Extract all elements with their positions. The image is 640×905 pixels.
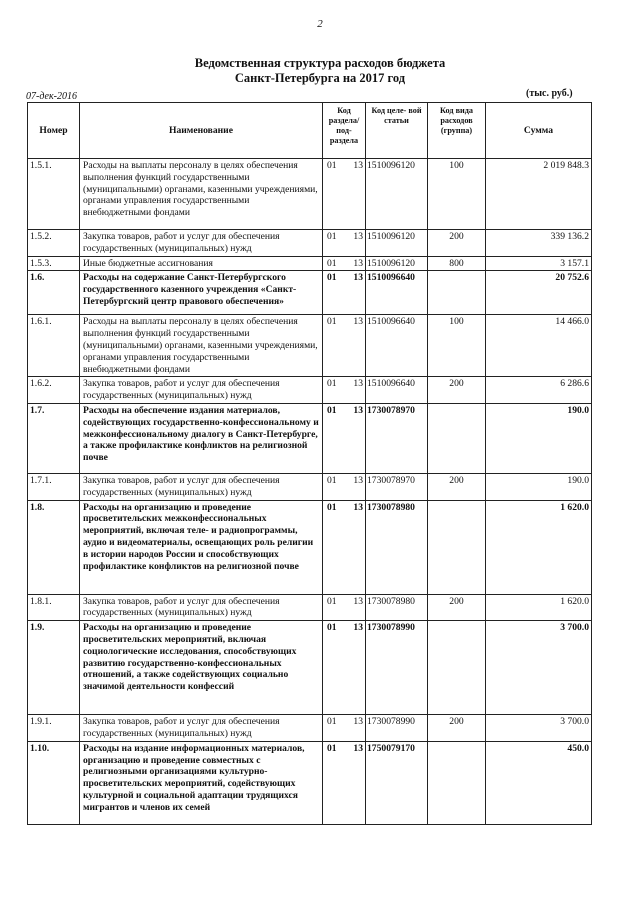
row-kod-celevoy: 1510096120: [366, 256, 428, 271]
title-line-1: Ведомственная структура расходов бюджета: [194, 56, 446, 70]
row-kod-celevoy: 1510096640: [366, 315, 428, 377]
row-podrazdel: 13: [353, 316, 363, 328]
row-name: Закупка товаров, работ и услуг для обеспечения государственных (муниципальных) нужд: [80, 230, 323, 257]
row-number: 1.5.2.: [28, 230, 80, 257]
table-row: [28, 256, 592, 271]
row-name: Расходы на обеспечение издания материалов, содействующих государственно-конфессиональному и межконфессиональному диалогу в Санкт-Петербурге, а также профилактике конфликтов на религиозной почве: [80, 403, 323, 473]
budget-table: [27, 102, 592, 825]
row-podrazdel: 13: [353, 257, 363, 269]
row-razdel: 01: [327, 316, 337, 328]
row-razdel: 01: [327, 595, 337, 607]
row-kod-vida: [428, 621, 486, 715]
row-number: 1.9.1.: [28, 715, 80, 742]
row-kod-vida: 800: [428, 256, 486, 271]
row-podrazdel: 13: [353, 742, 363, 754]
row-kod-razdela: [323, 715, 366, 742]
row-razdel: 01: [327, 501, 337, 513]
row-sum: 450.0: [486, 741, 592, 824]
row-kod-celevoy: 1730078990: [366, 715, 428, 742]
row-number: 1.6.2.: [28, 377, 80, 404]
row-podrazdel: 13: [353, 595, 363, 607]
row-number: 1.7.: [28, 403, 80, 473]
row-kod-vida: 100: [428, 159, 486, 230]
row-podrazdel: 13: [353, 474, 363, 486]
row-razdel: 01: [327, 716, 337, 728]
row-name: Расходы на издание информационных материалов, организацию и проведение совместных с религиозными организациями культурно-просветительских мероприятий, содействующих культурной и социальной адаптации трудящихся мигрантов и членов их семей: [80, 741, 323, 824]
units-label: (тыс. руб.): [526, 88, 573, 99]
row-number: 1.9.: [28, 621, 80, 715]
row-sum: 3 157.1: [486, 256, 592, 271]
row-sum: 6 286.6: [486, 377, 592, 404]
row-kod-razdela: [323, 315, 366, 377]
row-sum: 1 620.0: [486, 594, 592, 621]
header-kod-vida: Код вида расходов (группа): [428, 103, 486, 159]
row-name: Расходы на организацию и проведение просветительских мероприятий, включая социологические исследования, способствующих развитию государственно-конфессиональных отношений, а также содействующих социально значимой деятельности конфессий: [80, 621, 323, 715]
table-row: [28, 315, 592, 377]
row-kod-vida: 200: [428, 715, 486, 742]
row-name: Расходы на содержание Санкт-Петербургского государственного казенного учреждения «Санкт-Петербургский центр правового обеспечения»: [80, 271, 323, 315]
row-number: 1.7.1.: [28, 473, 80, 500]
table-body: [28, 159, 592, 825]
row-sum: 1 620.0: [486, 500, 592, 594]
row-razdel: 01: [327, 272, 337, 284]
table-row: [28, 230, 592, 257]
row-kod-celevoy: 1730078990: [366, 621, 428, 715]
row-number: 1.5.1.: [28, 159, 80, 230]
row-name: Закупка товаров, работ и услуг для обеспечения государственных (муниципальных) нужд: [80, 377, 323, 404]
row-kod-vida: 200: [428, 594, 486, 621]
row-name: Расходы на выплаты персоналу в целях обеспечения выполнения функций государственными (муниципальными) органами, казенными учреждениями, органами управления государственными внебюджетными фондами: [80, 315, 323, 377]
table-row: [28, 473, 592, 500]
row-sum: 339 136.2: [486, 230, 592, 257]
row-kod-razdela: [323, 377, 366, 404]
row-razdel: 01: [327, 257, 337, 269]
row-kod-celevoy: 1730078980: [366, 500, 428, 594]
row-podrazdel: 13: [353, 160, 363, 171]
row-razdel: 01: [327, 231, 337, 242]
row-sum: 20 752.6: [486, 271, 592, 315]
row-razdel: 01: [327, 622, 337, 634]
table-row: [28, 403, 592, 473]
row-podrazdel: 13: [353, 378, 363, 390]
row-podrazdel: 13: [353, 272, 363, 284]
row-sum: 2 019 848.3: [486, 159, 592, 230]
title-line-2: Санкт-Петербурга на 2017 год: [234, 71, 406, 85]
row-number: 1.6.1.: [28, 315, 80, 377]
row-kod-celevoy: 1510096120: [366, 230, 428, 257]
table-row: [28, 271, 592, 315]
row-razdel: 01: [327, 160, 337, 171]
row-razdel: 01: [327, 378, 337, 390]
row-name: Закупка товаров, работ и услуг для обеспечения государственных (муниципальных) нужд: [80, 715, 323, 742]
row-kod-razdela: [323, 594, 366, 621]
row-kod-celevoy: 1510096120: [366, 159, 428, 230]
row-kod-vida: 200: [428, 230, 486, 257]
row-podrazdel: 13: [353, 404, 363, 416]
table-row: [28, 715, 592, 742]
row-kod-razdela: [323, 271, 366, 315]
row-kod-razdela: [323, 473, 366, 500]
table-row: [28, 621, 592, 715]
row-sum: 3 700.0: [486, 621, 592, 715]
row-kod-vida: 200: [428, 377, 486, 404]
row-podrazdel: 13: [353, 716, 363, 728]
row-kod-celevoy: 1510096640: [366, 271, 428, 315]
table-row: [28, 594, 592, 621]
row-kod-razdela: [323, 403, 366, 473]
row-name: Расходы на организацию и проведение просветительских межконфессиональных мероприятий, включая теле- и радиопрограммы, аудио и видеоматериалы, освещающих роль религии в истории народов России и способствующих профилактике конфликтов на религиозной почве: [80, 500, 323, 594]
row-kod-vida: [428, 403, 486, 473]
row-kod-vida: 200: [428, 473, 486, 500]
table-row: [28, 500, 592, 594]
row-name: Расходы на выплаты персоналу в целях обеспечения выполнения функций государственными (муниципальными) органами, казенными учреждениями, органами управления государственными внебюджетными фондами: [80, 159, 323, 230]
row-kod-razdela: [323, 500, 366, 594]
row-number: 1.5.3.: [28, 256, 80, 271]
table-row: [28, 741, 592, 824]
header-sum: Сумма: [486, 103, 592, 159]
row-sum: 14 466.0: [486, 315, 592, 377]
row-kod-razdela: [323, 159, 366, 230]
table-row: [28, 377, 592, 404]
header-kod-razdela: Код раздела/ под- раздела: [323, 103, 366, 159]
row-podrazdel: 13: [353, 622, 363, 634]
row-kod-celevoy: 1730078980: [366, 594, 428, 621]
row-name: Закупка товаров, работ и услуг для обеспечения государственных (муниципальных) нужд: [80, 473, 323, 500]
row-number: 1.10.: [28, 741, 80, 824]
row-name: Иные бюджетные ассигнования: [80, 256, 323, 271]
row-kod-razdela: [323, 741, 366, 824]
row-kod-razdela: [323, 621, 366, 715]
row-kod-vida: [428, 741, 486, 824]
table-row: [28, 159, 592, 230]
header-number: Номер: [28, 103, 80, 159]
row-kod-vida: 100: [428, 315, 486, 377]
row-kod-vida: [428, 500, 486, 594]
row-kod-vida: [428, 271, 486, 315]
row-kod-celevoy: 1730078970: [366, 473, 428, 500]
row-razdel: 01: [327, 474, 337, 486]
row-number: 1.8.1.: [28, 594, 80, 621]
row-podrazdel: 13: [353, 231, 363, 242]
header-kod-celevoy: Код целе- вой статьи: [366, 103, 428, 159]
page-number: 2: [317, 18, 323, 30]
document-date: 07-дек-2016: [26, 91, 77, 102]
row-kod-celevoy: 1750079170: [366, 741, 428, 824]
row-razdel: 01: [327, 404, 337, 416]
row-sum: 3 700.0: [486, 715, 592, 742]
row-name: Закупка товаров, работ и услуг для обеспечения государственных (муниципальных) нужд: [80, 594, 323, 621]
row-sum: 190.0: [486, 473, 592, 500]
row-kod-celevoy: 1730078970: [366, 403, 428, 473]
row-kod-razdela: [323, 256, 366, 271]
row-number: 1.8.: [28, 500, 80, 594]
row-sum: 190.0: [486, 403, 592, 473]
document-title: [0, 56, 640, 86]
row-number: 1.6.: [28, 271, 80, 315]
row-kod-razdela: [323, 230, 366, 257]
row-podrazdel: 13: [353, 501, 363, 513]
row-razdel: 01: [327, 742, 337, 754]
header-name: Наименование: [80, 103, 323, 159]
row-kod-celevoy: 1510096640: [366, 377, 428, 404]
